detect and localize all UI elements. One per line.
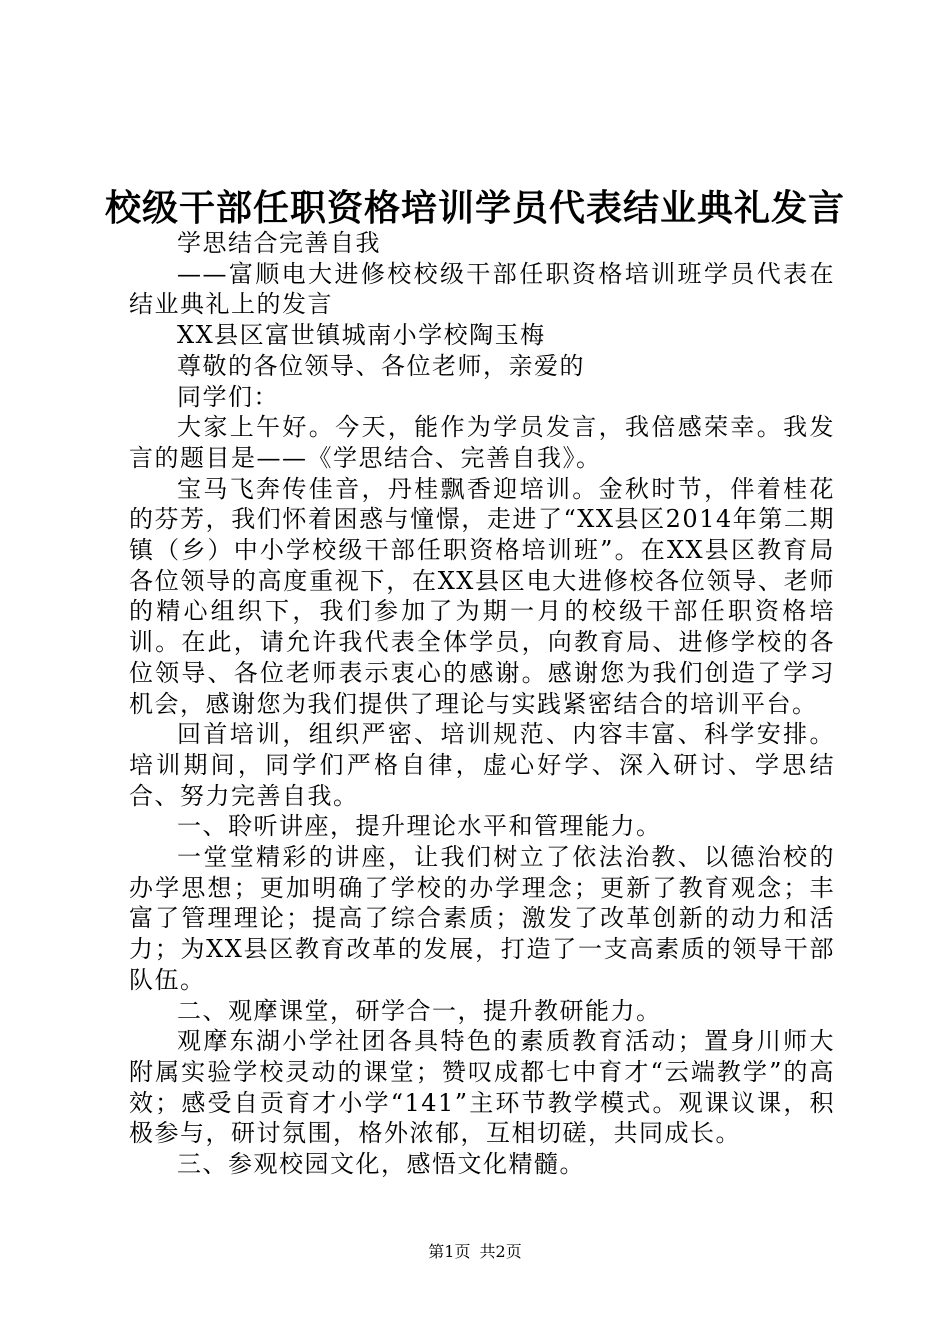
- page-number: 第1页: [428, 1242, 471, 1261]
- salutation-line-2: 同学们：: [177, 382, 279, 411]
- paragraph-intro: 宝马飞奔传佳音，丹桂飘香迎培训。金秋时节，伴着桂花的芬芳，我们怀着困惑与憧憬，走进了“XX县区2014年第二期镇（乡）中小学校级干部任职资格培训班”。在XX县区教育局各位领导的高度重视下，在XX县区电大进修校各位领导、老师的精心组织下，我们参加了为期一月的校级干部任职资格培训。在此，请允许我代表全体学员，向教育局、进修学校的各位领导、各位老师表示衷心的感谢。感谢您为我们创造了学习机会，感谢您为我们提供了理论与实践紧密结合的培训平台。: [129, 474, 835, 718]
- section-heading-2: 二、观摩课堂，研学合一，提升教研能力。: [177, 996, 662, 1025]
- document-body: [129, 228, 835, 1180]
- paragraph-greeting: 大家上午好。今天，能作为学员发言，我倍感荣幸。我发言的题目是——《学思结合、完善自我》。: [129, 413, 835, 472]
- paragraph-lectures: 一堂堂精彩的讲座，让我们树立了依法治教、以德治校的办学思想；更加明确了学校的办学理念；更新了教育观念；丰富了管理理论；提高了综合素质；激发了改革创新的动力和活力；为XX县区教育改革的发展，打造了一支高素质的领导干部队伍。: [129, 843, 835, 994]
- section-heading-1: 一、聆听讲座，提升理论水平和管理能力。: [177, 812, 662, 841]
- section-heading-3: 三、参观校园文化，感悟文化精髓。: [177, 1150, 585, 1179]
- page-footer: [0, 1240, 950, 1264]
- paragraph-observation: 观摩东湖小学社团各具特色的素质教育活动；置身川师大附属实验学校灵动的课堂；赞叹成都七中育才“云端教学”的高效；感受自贡育才小学“141”主环节教学模式。观课议课，积极参与，研讨氛围，格外浓郁，互相切磋，共同成长。: [129, 1027, 835, 1148]
- speech-subtitle: 学思结合完善自我: [177, 229, 381, 257]
- speaker-line: XX县区富世镇城南小学校陶玉梅: [177, 321, 546, 350]
- document-title: 校级干部任职资格培训学员代表结业典礼发言: [104, 187, 845, 229]
- paragraph-review: 回首培训，组织严密、培训规范、内容丰富、科学安排。培训期间，同学们严格自律，虚心好学、深入研讨、学思结合、努力完善自我。: [129, 720, 835, 810]
- salutation-line-1: 尊敬的各位领导、各位老师，亲爱的: [177, 351, 585, 380]
- speech-occasion: ——富顺电大进修校校级干部任职资格培训班学员代表在结业典礼上的发言: [129, 259, 835, 319]
- page-total: 共2页: [479, 1242, 522, 1261]
